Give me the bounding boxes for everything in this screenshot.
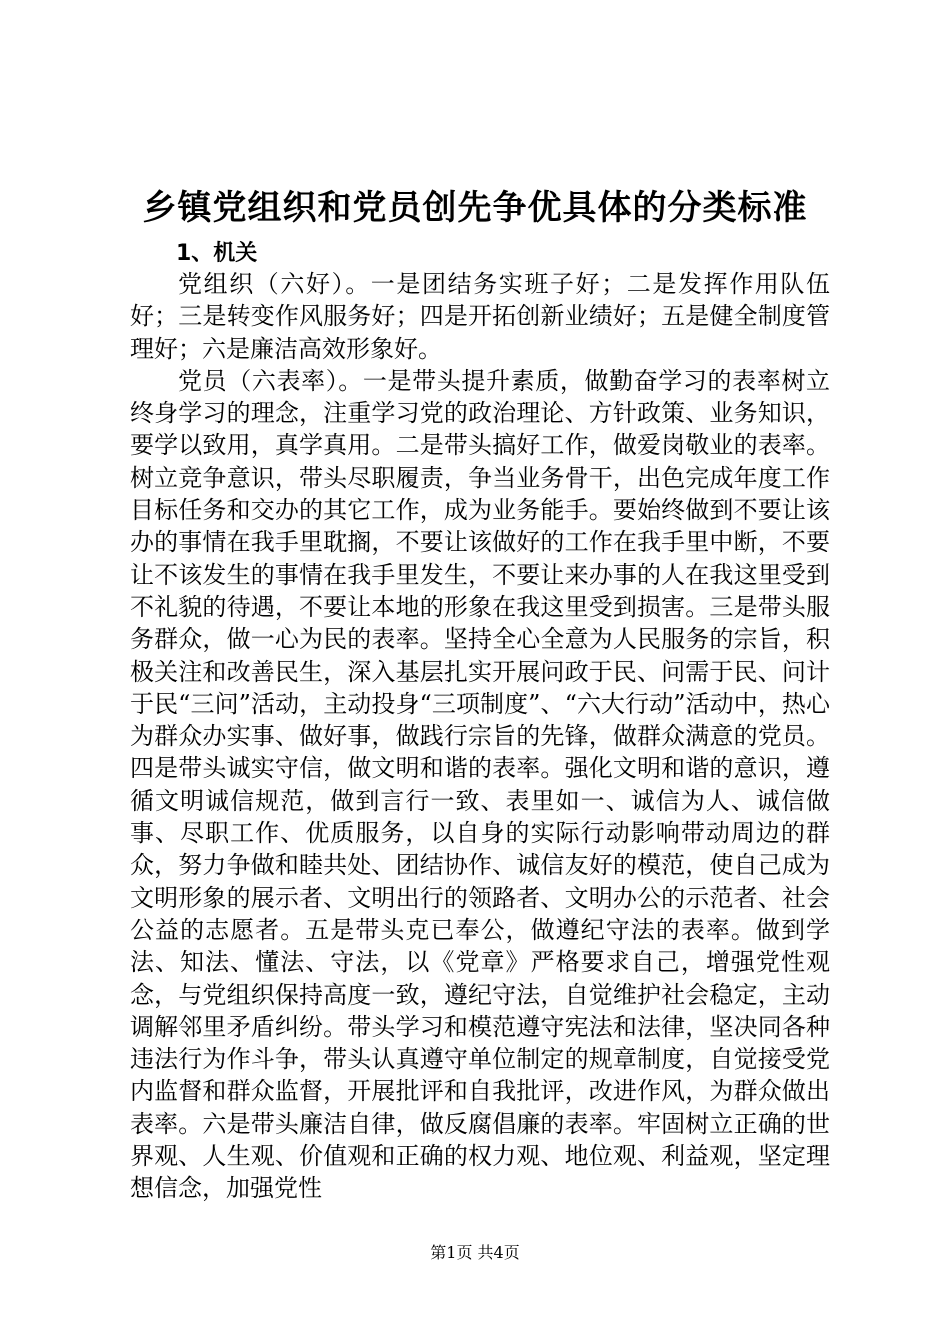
document-body: [130, 268, 830, 1205]
document-title: 乡镇党组织和党员创先争优具体的分类标准: [142, 188, 808, 228]
section-heading: 1、机关: [176, 241, 258, 266]
page-number: 第1页 共4页: [430, 1243, 520, 1262]
paragraph-party-organization: 党组织（六好）。一是团结务实班子好；二是发挥作用队伍好；三是转变作风服务好；四是开拓创新业绩好；五是健全制度管理好；六是廉洁高效形象好。: [130, 270, 830, 363]
paragraph-party-member: 党员（六表率）。一是带头提升素质，做勤奋学习的表率树立终身学习的理念，注重学习党的政治理论、方针政策、业务知识，要学以致用，真学真用。二是带头搞好工作，做爱岗敬业的表率。树立竞争意识，带头尽职履责，争当业务骨干，出色完成年度工作目标任务和交办的其它工作，成为业务能手。要始终做到不要让该办的事情在我手里耽搁，不要让该做好的工作在我手里中断，不要让不该发生的事情在我手里发生，不要让来办事的人在我这里受到不礼貌的待遇，不要让本地的形象在我这里受到损害。三是带头服务群众，做一心为民的表率。坚持全心全意为人民服务的宗旨，积极关注和改善民生，深入基层扎实开展问政于民、问需于民、问计于民“三问”活动，主动投身“三项制度”、“六大行动”活动中，热心为群众办实事、做好事，做践行宗旨的先锋，做群众满意的党员。四是带头诚实守信，做文明和谐的表率。强化文明和谐的意识，遵循文明诚信规范，做到言行一致、表里如一、诚信为人、诚信做事、尽职工作、优质服务，以自身的实际行动影响带动周边的群众，努力争做和睦共处、团结协作、诚信友好的模范，使自己成为文明形象的展示者、文明出行的领路者、文明办公的示范者、社会公益的志愿者。五是带头克已奉公，做遵纪守法的表率。做到学法、知法、懂法、守法，以《党章》严格要求自己，增强党性观念，与党组织保持高度一致，遵纪守法，自觉维护社会稳定，主动调解邻里矛盾纠纷。带头学习和模范遵守宪法和法律，坚决同各种违法行为作斗争，带头认真遵守单位制定的规章制度，自觉接受党内监督和群众监督，开展批评和自我批评，改进作风，为群众做出表率。六是带头廉洁自律，做反腐倡廉的表率。牢固树立正确的世界观、人生观、价值观和正确的权力观、地位观、利益观，坚定理想信念，加强党性: [130, 366, 830, 1203]
